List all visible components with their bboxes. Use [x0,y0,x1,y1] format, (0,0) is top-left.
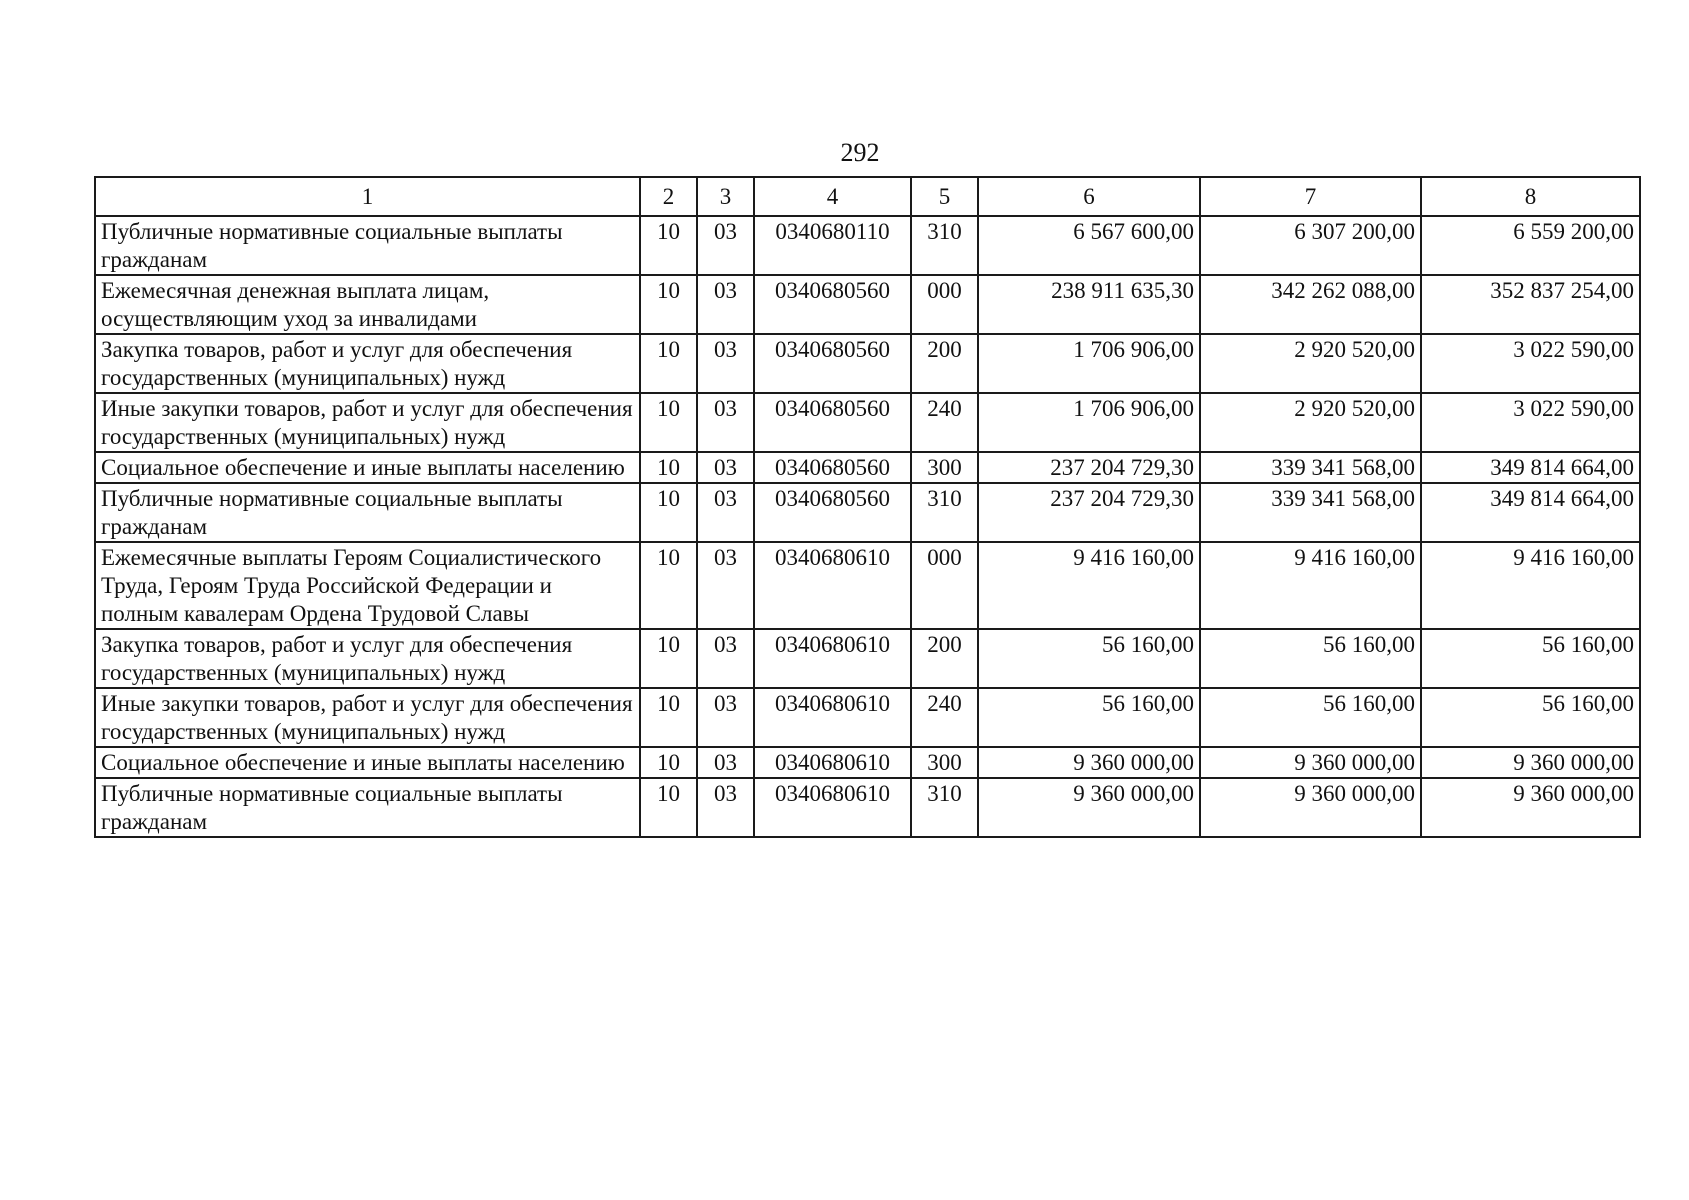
table-row [95,393,1640,452]
row-section: 10 [640,334,697,393]
row-amount-7: 339 341 568,00 [1200,483,1421,542]
table-row [95,483,1640,542]
row-section: 10 [640,393,697,452]
header-col-3: 3 [697,177,754,216]
row-amount-6: 6 567 600,00 [978,216,1200,275]
row-amount-7: 56 160,00 [1200,629,1421,688]
row-name: Публичные нормативные социальные выплаты гражданам [95,483,640,542]
row-subsection: 03 [697,542,754,629]
row-amount-7: 342 262 088,00 [1200,275,1421,334]
header-col-6: 6 [978,177,1200,216]
row-section: 10 [640,747,697,778]
row-name: Иные закупки товаров, работ и услуг для обеспечения государственных (муниципальных) нужд [95,393,640,452]
row-expense-type: 300 [911,452,978,483]
row-expense-type: 310 [911,483,978,542]
row-amount-6: 237 204 729,30 [978,452,1200,483]
row-amount-7: 2 920 520,00 [1200,334,1421,393]
row-subsection: 03 [697,747,754,778]
header-col-2: 2 [640,177,697,216]
row-expense-type: 300 [911,747,978,778]
row-subsection: 03 [697,275,754,334]
row-name: Ежемесячные выплаты Героям Социалистического Труда, Героям Труда Российской Федерации и полным кавалерам Ордена Трудовой Славы [95,542,640,629]
row-amount-8: 9 416 160,00 [1421,542,1640,629]
row-target-code: 0340680610 [754,688,911,747]
row-amount-6: 9 360 000,00 [978,747,1200,778]
table-row [95,452,1640,483]
header-col-8: 8 [1421,177,1640,216]
row-section: 10 [640,629,697,688]
row-amount-7: 339 341 568,00 [1200,452,1421,483]
header-col-1: 1 [95,177,640,216]
row-expense-type: 000 [911,542,978,629]
row-name: Закупка товаров, работ и услуг для обеспечения государственных (муниципальных) нужд [95,334,640,393]
row-amount-6: 1 706 906,00 [978,334,1200,393]
row-amount-8: 9 360 000,00 [1421,778,1640,837]
table-row [95,688,1640,747]
page-number: 292 [840,138,880,167]
row-name: Публичные нормативные социальные выплаты гражданам [95,778,640,837]
table-row [95,747,1640,778]
row-amount-8: 349 814 664,00 [1421,483,1640,542]
row-target-code: 0340680610 [754,747,911,778]
row-amount-8: 9 360 000,00 [1421,747,1640,778]
row-name: Публичные нормативные социальные выплаты гражданам [95,216,640,275]
header-col-5: 5 [911,177,978,216]
row-amount-6: 56 160,00 [978,688,1200,747]
header-col-4: 4 [754,177,911,216]
row-target-code: 0340680560 [754,393,911,452]
table-row [95,629,1640,688]
row-section: 10 [640,688,697,747]
row-target-code: 0340680560 [754,275,911,334]
row-amount-8: 56 160,00 [1421,688,1640,747]
row-amount-8: 56 160,00 [1421,629,1640,688]
row-target-code: 0340680610 [754,629,911,688]
row-section: 10 [640,542,697,629]
row-amount-8: 352 837 254,00 [1421,275,1640,334]
row-subsection: 03 [697,393,754,452]
row-section: 10 [640,452,697,483]
row-subsection: 03 [697,483,754,542]
row-expense-type: 000 [911,275,978,334]
row-amount-6: 238 911 635,30 [978,275,1200,334]
row-amount-7: 6 307 200,00 [1200,216,1421,275]
table-row [95,216,1640,275]
row-section: 10 [640,216,697,275]
row-subsection: 03 [697,216,754,275]
budget-table [94,176,1641,838]
row-amount-6: 9 416 160,00 [978,542,1200,629]
row-expense-type: 240 [911,688,978,747]
row-amount-8: 3 022 590,00 [1421,334,1640,393]
row-amount-6: 9 360 000,00 [978,778,1200,837]
row-expense-type: 240 [911,393,978,452]
row-amount-7: 9 416 160,00 [1200,542,1421,629]
row-name: Закупка товаров, работ и услуг для обеспечения государственных (муниципальных) нужд [95,629,640,688]
row-subsection: 03 [697,688,754,747]
row-target-code: 0340680110 [754,216,911,275]
row-amount-8: 3 022 590,00 [1421,393,1640,452]
row-amount-7: 9 360 000,00 [1200,747,1421,778]
row-section: 10 [640,778,697,837]
row-amount-6: 56 160,00 [978,629,1200,688]
row-name: Социальное обеспечение и иные выплаты населению [95,452,640,483]
row-section: 10 [640,483,697,542]
row-name: Ежемесячная денежная выплата лицам, осуществляющим уход за инвалидами [95,275,640,334]
row-name: Социальное обеспечение и иные выплаты населению [95,747,640,778]
row-expense-type: 200 [911,629,978,688]
row-expense-type: 310 [911,216,978,275]
row-amount-6: 1 706 906,00 [978,393,1200,452]
row-section: 10 [640,275,697,334]
row-amount-7: 56 160,00 [1200,688,1421,747]
header-row [95,177,1640,216]
row-target-code: 0340680610 [754,542,911,629]
table-row [95,334,1640,393]
table-row [95,275,1640,334]
row-subsection: 03 [697,334,754,393]
row-amount-8: 6 559 200,00 [1421,216,1640,275]
row-amount-6: 237 204 729,30 [978,483,1200,542]
row-amount-7: 2 920 520,00 [1200,393,1421,452]
table-row [95,778,1640,837]
header-col-7: 7 [1200,177,1421,216]
row-target-code: 0340680560 [754,334,911,393]
row-target-code: 0340680560 [754,452,911,483]
row-name: Иные закупки товаров, работ и услуг для обеспечения государственных (муниципальных) нужд [95,688,640,747]
row-amount-7: 9 360 000,00 [1200,778,1421,837]
row-target-code: 0340680610 [754,778,911,837]
row-target-code: 0340680560 [754,483,911,542]
row-subsection: 03 [697,452,754,483]
row-expense-type: 310 [911,778,978,837]
row-subsection: 03 [697,778,754,837]
row-amount-8: 349 814 664,00 [1421,452,1640,483]
table-row [95,542,1640,629]
row-expense-type: 200 [911,334,978,393]
row-subsection: 03 [697,629,754,688]
